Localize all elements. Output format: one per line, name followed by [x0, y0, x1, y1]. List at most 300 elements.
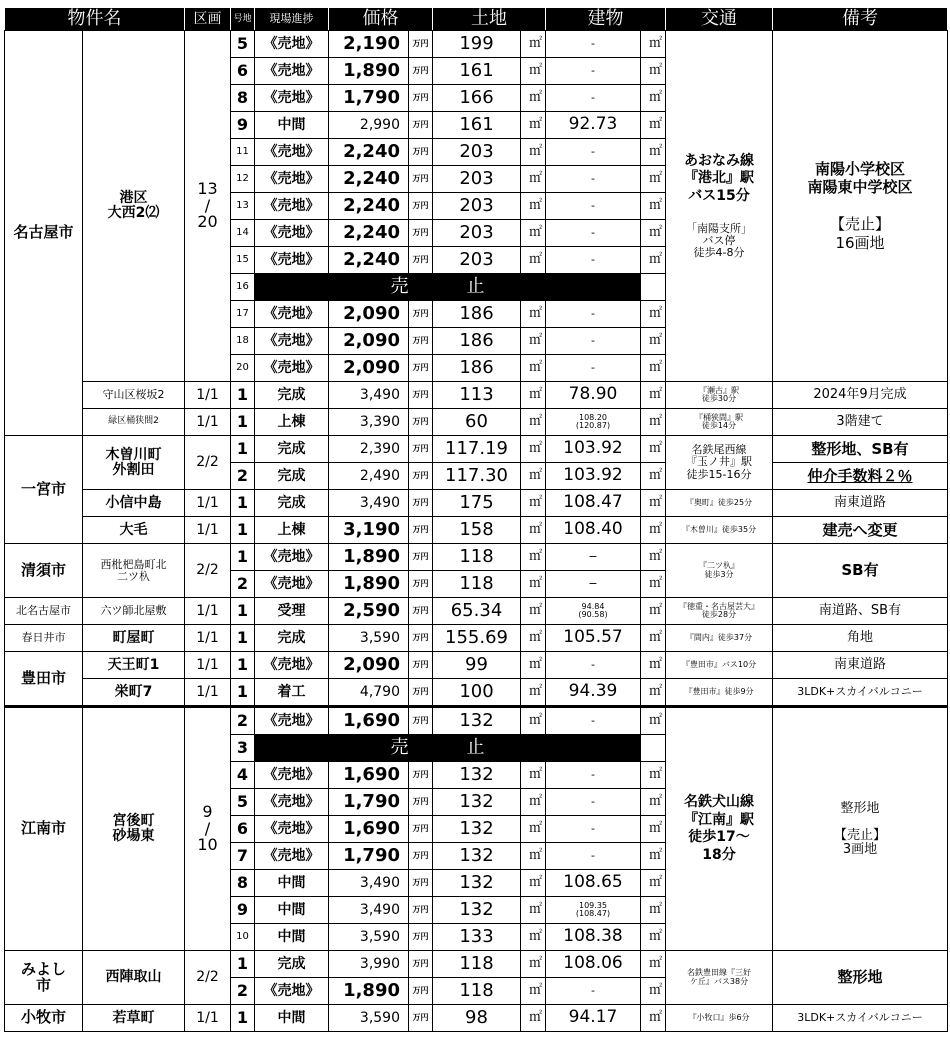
building-area: 108.06: [546, 951, 641, 978]
notes: 3LDK+スカイバルコニー: [773, 679, 948, 707]
progress-status: 《売地》: [255, 139, 329, 166]
price-value: 3,490: [329, 897, 409, 924]
land-area: 117.30: [433, 463, 521, 490]
m2-unit: ㎡: [521, 652, 546, 679]
building-area: -: [546, 166, 641, 193]
notes: 建売へ変更: [773, 517, 948, 544]
price-value: 3,490: [329, 870, 409, 897]
land-area: 161: [433, 58, 521, 85]
lot-number: 8: [231, 870, 255, 897]
notes-main: 南陽小学校区 南陽東中学校区: [807, 159, 913, 197]
price-value: 2,240: [329, 247, 409, 274]
price-unit: 万円: [409, 463, 433, 490]
m2-unit: ㎡: [521, 382, 546, 409]
progress-status: 《売地》: [255, 978, 329, 1005]
progress-status: 中間: [255, 870, 329, 897]
lot-number: 5: [231, 31, 255, 58]
building-area: -: [546, 247, 641, 274]
notes: 角地: [773, 625, 948, 652]
lot-number: 9: [231, 112, 255, 139]
city-name: 小牧市: [5, 1005, 83, 1032]
m2-unit: ㎡: [641, 220, 666, 247]
lot-number: 1: [231, 382, 255, 409]
building-area: [641, 735, 666, 762]
lot-number: 12: [231, 166, 255, 193]
building-area: -: [546, 139, 641, 166]
progress-status: 完成: [255, 436, 329, 463]
price-unit: 万円: [409, 31, 433, 58]
lot-number: 10: [231, 924, 255, 951]
m2-unit: ㎡: [521, 870, 546, 897]
m2-unit: ㎡: [641, 247, 666, 274]
notes: 2024年9月完成: [773, 382, 948, 409]
lot-number: 15: [231, 247, 255, 274]
table-row: [5, 679, 948, 707]
price-value: 2,240: [329, 166, 409, 193]
m2-unit: ㎡: [521, 707, 546, 735]
lot-number: 13: [231, 193, 255, 220]
land-area: 99: [433, 652, 521, 679]
lot-number: 1: [231, 652, 255, 679]
m2-unit: ㎡: [521, 220, 546, 247]
lot-number: 1: [231, 409, 255, 436]
lot-number: 17: [231, 301, 255, 328]
kukaku-count: 1/1: [185, 1005, 231, 1032]
price-unit: 万円: [409, 58, 433, 85]
land-area: 203: [433, 193, 521, 220]
table-row: [5, 544, 948, 571]
m2-unit: ㎡: [521, 247, 546, 274]
land-area: 132: [433, 789, 521, 816]
notes: [773, 31, 948, 382]
access-info: 名鉄犬山線 『江南』駅 徒歩17～ 18分: [666, 707, 773, 951]
kukaku-count: 1/1: [185, 652, 231, 679]
progress-status: 着工: [255, 679, 329, 707]
price-value: 2,990: [329, 112, 409, 139]
land-area: 113: [433, 382, 521, 409]
table-row: [5, 31, 948, 58]
land-area: 203: [433, 166, 521, 193]
kukaku-count: 9 / 10: [185, 707, 231, 951]
building-area: −: [546, 571, 641, 598]
price-unit: 万円: [409, 301, 433, 328]
building-area: -: [546, 58, 641, 85]
access-info: 『奥町』徒歩25分: [666, 490, 773, 517]
access-info: 『二ツ杁』 徒歩3分: [666, 544, 773, 598]
price-unit: 万円: [409, 598, 433, 625]
notes: 3LDK+スカイバルコニー: [773, 1005, 948, 1032]
lot-number: 8: [231, 85, 255, 112]
table-row: [5, 409, 948, 436]
building-area: -: [546, 355, 641, 382]
lot-number: 9: [231, 897, 255, 924]
city-name: みよし 市: [5, 951, 83, 1005]
price-value: 2,240: [329, 139, 409, 166]
lot-number: 11: [231, 139, 255, 166]
price-unit: 万円: [409, 951, 433, 978]
land-area: 132: [433, 843, 521, 870]
notes: 南道路、SB有: [773, 598, 948, 625]
m2-unit: ㎡: [521, 139, 546, 166]
land-area: 155.69: [433, 625, 521, 652]
header-building: 建物: [546, 8, 666, 31]
price-value: 2,090: [329, 355, 409, 382]
m2-unit: ㎡: [641, 409, 666, 436]
building-area: 103.92: [546, 436, 641, 463]
m2-unit: ㎡: [521, 544, 546, 571]
price-value: 1,890: [329, 58, 409, 85]
land-area: 118: [433, 951, 521, 978]
progress-status: 完成: [255, 951, 329, 978]
m2-unit: ㎡: [641, 490, 666, 517]
table-row: [5, 707, 948, 735]
m2-unit: ㎡: [521, 58, 546, 85]
notes: 南東道路: [773, 652, 948, 679]
access-info: 名鉄豊田線『三好 ケ丘』バス38分: [666, 951, 773, 1005]
building-area: -: [546, 85, 641, 112]
progress-status: 上棟: [255, 409, 329, 436]
building-area: -: [546, 978, 641, 1005]
price-value: 3,990: [329, 951, 409, 978]
price-unit: 万円: [409, 978, 433, 1005]
m2-unit: ㎡: [521, 166, 546, 193]
price-unit: 万円: [409, 139, 433, 166]
lot-number: 6: [231, 816, 255, 843]
price-value: 1,790: [329, 789, 409, 816]
price-unit: 万円: [409, 924, 433, 951]
price-unit: 万円: [409, 85, 433, 112]
header-notes: 備考: [773, 8, 948, 31]
header-name: 物件名: [5, 8, 185, 31]
m2-unit: ㎡: [641, 598, 666, 625]
notes: 整形地、SB有: [773, 436, 948, 463]
m2-unit: ㎡: [641, 544, 666, 571]
m2-unit: ㎡: [641, 166, 666, 193]
progress-status: 《売地》: [255, 816, 329, 843]
building-area: -: [546, 816, 641, 843]
land-area: 118: [433, 544, 521, 571]
price-unit: 万円: [409, 870, 433, 897]
progress-status: 《売地》: [255, 220, 329, 247]
building-area: -: [546, 843, 641, 870]
area-name: 小信中島: [83, 490, 185, 517]
header-price: 価格: [329, 8, 433, 31]
table-row: [5, 436, 948, 463]
price-unit: 万円: [409, 328, 433, 355]
progress-status: 完成: [255, 463, 329, 490]
access-info: 『小牧口』歩6分: [666, 1005, 773, 1032]
area-name: 栄町7: [83, 679, 185, 707]
m2-unit: ㎡: [521, 112, 546, 139]
area-name: 若草町: [83, 1005, 185, 1032]
lot-number: 2: [231, 707, 255, 735]
price-value: 1,890: [329, 978, 409, 1005]
land-area: 158: [433, 517, 521, 544]
m2-unit: ㎡: [521, 409, 546, 436]
m2-unit: ㎡: [641, 870, 666, 897]
price-unit: 万円: [409, 897, 433, 924]
header-kukaku: 区画: [185, 8, 231, 31]
area-name: 六ツ師北屋敷: [83, 598, 185, 625]
building-area: [641, 274, 666, 301]
price-unit: 万円: [409, 843, 433, 870]
notes: SB有: [773, 544, 948, 598]
m2-unit: ㎡: [641, 707, 666, 735]
notes: 南東道路: [773, 490, 948, 517]
lot-number: 2: [231, 978, 255, 1005]
table-row: [5, 517, 948, 544]
table-row: [5, 382, 948, 409]
kukaku-count: 13 / 20: [185, 31, 231, 382]
building-area: 94.39: [546, 679, 641, 707]
land-area: 98: [433, 1005, 521, 1032]
lot-number: 1: [231, 517, 255, 544]
lot-number: 1: [231, 544, 255, 571]
kukaku-count: 2/2: [185, 951, 231, 1005]
building-area: 108.65: [546, 870, 641, 897]
building-area: 94.17: [546, 1005, 641, 1032]
kukaku-count: 2/2: [185, 436, 231, 490]
price-value: 3,490: [329, 490, 409, 517]
progress-status: 完成: [255, 382, 329, 409]
price-unit: 万円: [409, 193, 433, 220]
progress-status: 受理: [255, 598, 329, 625]
access-info: 『間内』徒歩37分: [666, 625, 773, 652]
m2-unit: ㎡: [641, 112, 666, 139]
progress-status: 上棟: [255, 517, 329, 544]
land-area: 186: [433, 355, 521, 382]
land-area: 186: [433, 301, 521, 328]
m2-unit: ㎡: [521, 328, 546, 355]
price-value: 2,590: [329, 598, 409, 625]
lot-number: 1: [231, 625, 255, 652]
notes-main: 整形地: [840, 800, 880, 816]
property-list-table: [4, 7, 948, 1032]
m2-unit: ㎡: [641, 355, 666, 382]
progress-status: 中間: [255, 897, 329, 924]
progress-status: 《売地》: [255, 707, 329, 735]
price-unit: 万円: [409, 544, 433, 571]
m2-unit: ㎡: [521, 924, 546, 951]
city-name: 豊田市: [5, 652, 83, 707]
access-info: [666, 31, 773, 382]
price-value: 2,490: [329, 463, 409, 490]
price-unit: 万円: [409, 490, 433, 517]
sold-banner: 売 止: [255, 274, 641, 301]
progress-status: 《売地》: [255, 58, 329, 85]
building-area: 92.73: [546, 112, 641, 139]
price-value: 2,090: [329, 301, 409, 328]
m2-unit: ㎡: [641, 382, 666, 409]
land-area: 118: [433, 978, 521, 1005]
m2-unit: ㎡: [641, 652, 666, 679]
price-value: 2,240: [329, 193, 409, 220]
table-row: [5, 652, 948, 679]
area-name: 西枇杷島町北 二ツ杁: [83, 544, 185, 598]
progress-status: 《売地》: [255, 355, 329, 382]
m2-unit: ㎡: [521, 436, 546, 463]
m2-unit: ㎡: [641, 193, 666, 220]
header-status: 現場進捗: [255, 8, 329, 31]
header-no: 号地: [231, 8, 255, 31]
land-area: 132: [433, 897, 521, 924]
land-area: 166: [433, 85, 521, 112]
land-area: 175: [433, 490, 521, 517]
lot-number: 14: [231, 220, 255, 247]
price-unit: 万円: [409, 762, 433, 789]
price-unit: 万円: [409, 571, 433, 598]
progress-status: 《売地》: [255, 31, 329, 58]
progress-status: 《売地》: [255, 328, 329, 355]
land-area: 100: [433, 679, 521, 707]
lot-number: 18: [231, 328, 255, 355]
m2-unit: ㎡: [641, 897, 666, 924]
building-area: 108.47: [546, 490, 641, 517]
price-value: 2,190: [329, 31, 409, 58]
building-area: −: [546, 544, 641, 571]
price-unit: 万円: [409, 409, 433, 436]
m2-unit: ㎡: [641, 978, 666, 1005]
progress-status: 中間: [255, 924, 329, 951]
header-row: [5, 8, 948, 31]
land-area: 203: [433, 220, 521, 247]
price-unit: 万円: [409, 247, 433, 274]
progress-status: 《売地》: [255, 301, 329, 328]
building-area: -: [546, 220, 641, 247]
land-area: 132: [433, 816, 521, 843]
building-area: -: [546, 762, 641, 789]
lot-number: 5: [231, 789, 255, 816]
price-value: 2,240: [329, 220, 409, 247]
m2-unit: ㎡: [641, 816, 666, 843]
price-unit: 万円: [409, 816, 433, 843]
price-value: 1,790: [329, 85, 409, 112]
price-value: 1,890: [329, 571, 409, 598]
m2-unit: ㎡: [521, 679, 546, 707]
m2-unit: ㎡: [521, 517, 546, 544]
progress-status: 《売地》: [255, 247, 329, 274]
building-area: 108.40: [546, 517, 641, 544]
m2-unit: ㎡: [521, 301, 546, 328]
price-value: 3,490: [329, 382, 409, 409]
m2-unit: ㎡: [641, 58, 666, 85]
sold-banner: 売 止: [255, 735, 641, 762]
progress-status: 《売地》: [255, 843, 329, 870]
price-unit: 万円: [409, 517, 433, 544]
building-area: 108.38: [546, 924, 641, 951]
progress-status: 《売地》: [255, 571, 329, 598]
progress-status: 《売地》: [255, 85, 329, 112]
m2-unit: ㎡: [641, 789, 666, 816]
kukaku-count: 1/1: [185, 598, 231, 625]
price-unit: 万円: [409, 112, 433, 139]
lot-number: 2: [231, 463, 255, 490]
land-area: 132: [433, 762, 521, 789]
price-unit: 万円: [409, 166, 433, 193]
m2-unit: ㎡: [641, 625, 666, 652]
m2-unit: ㎡: [521, 85, 546, 112]
m2-unit: ㎡: [521, 625, 546, 652]
m2-unit: ㎡: [521, 978, 546, 1005]
m2-unit: ㎡: [641, 31, 666, 58]
city-name: 江南市: [5, 707, 83, 951]
kukaku-count: 1/1: [185, 490, 231, 517]
m2-unit: ㎡: [641, 517, 666, 544]
area-name: 町屋町: [83, 625, 185, 652]
price-unit: 万円: [409, 355, 433, 382]
area-name: 守山区桜坂2: [83, 382, 185, 409]
m2-unit: ㎡: [641, 762, 666, 789]
land-area: 118: [433, 571, 521, 598]
price-unit: 万円: [409, 652, 433, 679]
building-area: -: [546, 652, 641, 679]
m2-unit: ㎡: [521, 843, 546, 870]
m2-unit: ㎡: [641, 301, 666, 328]
m2-unit: ㎡: [521, 789, 546, 816]
lot-number: 2: [231, 571, 255, 598]
price-value: 1,890: [329, 544, 409, 571]
m2-unit: ㎡: [521, 897, 546, 924]
progress-status: 《売地》: [255, 762, 329, 789]
m2-unit: ㎡: [641, 139, 666, 166]
building-area: 103.92: [546, 463, 641, 490]
progress-status: 中間: [255, 1005, 329, 1032]
m2-unit: ㎡: [641, 1005, 666, 1032]
progress-status: 《売地》: [255, 544, 329, 571]
building-area: -: [546, 789, 641, 816]
lot-number: 1: [231, 436, 255, 463]
access-sub: 「南陽支所」 バス停 徒歩4-8分: [686, 222, 752, 260]
m2-unit: ㎡: [521, 816, 546, 843]
price-value: 1,790: [329, 843, 409, 870]
land-area: 186: [433, 328, 521, 355]
m2-unit: ㎡: [521, 31, 546, 58]
m2-unit: ㎡: [521, 951, 546, 978]
land-area: 203: [433, 247, 521, 274]
area-name: 西陣取山: [83, 951, 185, 1005]
m2-unit: ㎡: [521, 598, 546, 625]
price-unit: 万円: [409, 679, 433, 707]
price-value: 2,390: [329, 436, 409, 463]
m2-unit: ㎡: [521, 571, 546, 598]
lot-number: 16: [231, 274, 255, 301]
land-area: 161: [433, 112, 521, 139]
building-area: 109.35 (108.47): [546, 897, 641, 924]
area-name: 緑区桶狭間2: [83, 409, 185, 436]
city-name: 名古屋市: [5, 31, 83, 436]
m2-unit: ㎡: [641, 463, 666, 490]
price-value: 3,590: [329, 924, 409, 951]
lot-number: 1: [231, 490, 255, 517]
kukaku-count: 1/1: [185, 382, 231, 409]
city-name: 一宮市: [5, 436, 83, 544]
area-name: 天王町1: [83, 652, 185, 679]
access-info: 『木曽川』徒歩35分: [666, 517, 773, 544]
access-info: 『徳重・名古屋芸大』 徒歩28分: [666, 598, 773, 625]
price-unit: 万円: [409, 789, 433, 816]
access-info: 『瀬古』駅 徒歩30分: [666, 382, 773, 409]
m2-unit: ㎡: [521, 193, 546, 220]
lot-number: 3: [231, 735, 255, 762]
building-area: 105.57: [546, 625, 641, 652]
area-name: 大毛: [83, 517, 185, 544]
notes: 仲介手数料２％: [773, 463, 948, 490]
access-info: 『豊田市』徒歩9分: [666, 679, 773, 707]
m2-unit: ㎡: [641, 924, 666, 951]
notes: 整形地: [773, 951, 948, 1005]
lot-number: 6: [231, 58, 255, 85]
building-area: -: [546, 707, 641, 735]
